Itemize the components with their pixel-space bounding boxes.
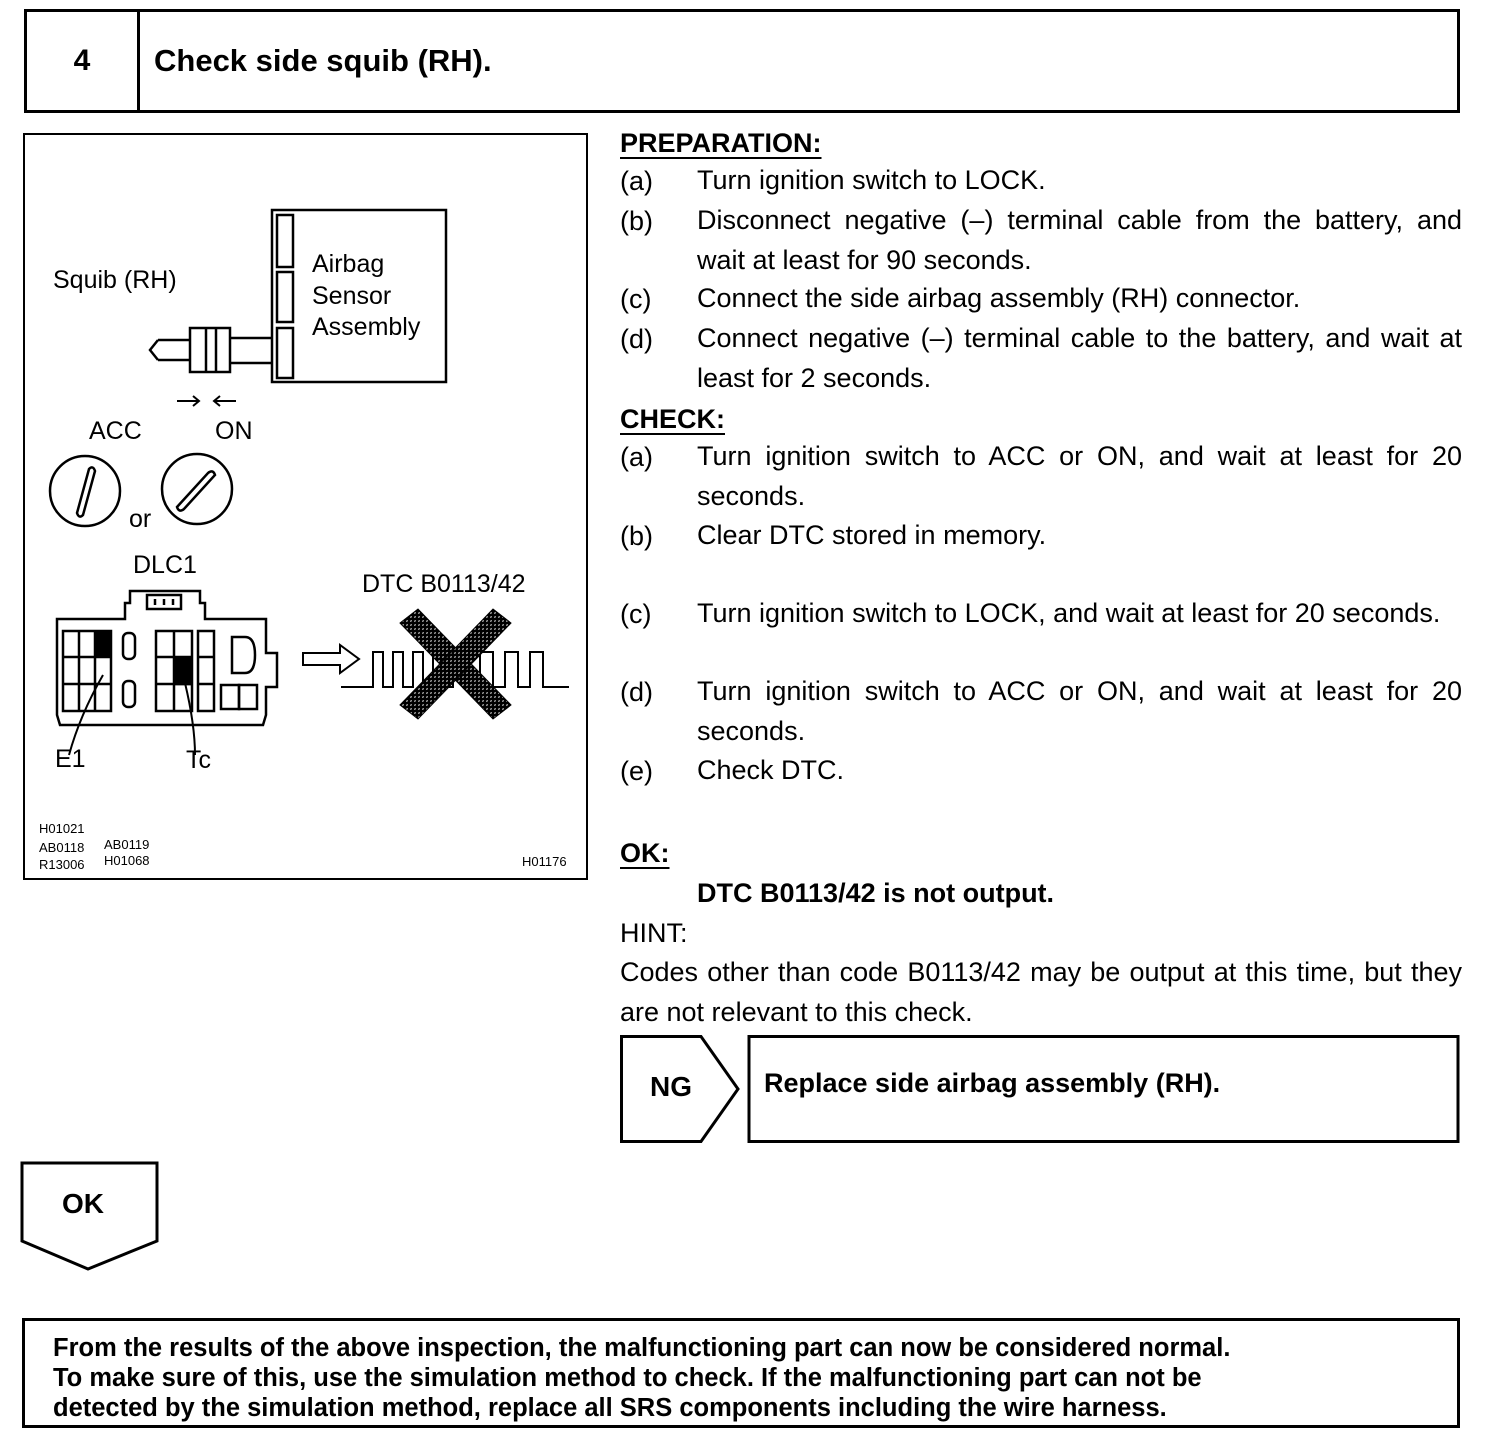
- sensor-label-line2: Sensor: [312, 282, 392, 310]
- step-text: Turn ignition switch to ACC or ON, and wait at least for 20 seconds.: [697, 441, 1462, 511]
- preparation-heading: PREPARATION:: [620, 128, 822, 158]
- step-text: Turn ignition switch to LOCK.: [697, 165, 1046, 195]
- step-text: Disconnect negative (–) terminal cable from the battery, and wait at least for 90 seconds.: [697, 205, 1462, 275]
- step-letter: (c): [620, 284, 652, 314]
- step-text: Connect negative (–) terminal cable to the battery, and wait at least for 2 seconds.: [697, 323, 1462, 393]
- step-letter: (b): [620, 521, 653, 551]
- hint-heading: HINT:: [620, 918, 688, 948]
- step-text: Turn ignition switch to ACC or ON, and wait at least for 20 seconds.: [697, 676, 1462, 746]
- step-letter: (c): [620, 599, 652, 629]
- ok-result: DTC B0113/42 is not output.: [697, 878, 1055, 908]
- diagram-figure: [23, 133, 588, 880]
- output-arrow-icon: [303, 645, 359, 673]
- conclusion-line: detected by the simulation method, replace all SRS components including the wire harness.: [53, 1394, 1167, 1422]
- diagram-drawing: [25, 135, 586, 878]
- step-letter: (a): [620, 166, 653, 196]
- step-text: Check DTC.: [697, 755, 845, 785]
- figure-code: H01021: [39, 821, 85, 836]
- step-letter: (d): [620, 324, 653, 354]
- step-header: [24, 9, 1460, 113]
- step-letter: (e): [620, 756, 653, 786]
- ng-label: NG: [650, 1071, 692, 1102]
- step-letter: (a): [620, 442, 653, 472]
- tc-label: Tc: [186, 746, 211, 774]
- squib-label: Squib (RH): [53, 266, 177, 294]
- ok-heading: OK:: [620, 838, 670, 868]
- step-title: Check side squib (RH).: [154, 43, 492, 78]
- check-heading: CHECK:: [620, 404, 725, 434]
- on-label: ON: [215, 417, 253, 445]
- figure-code: H01176: [522, 854, 567, 869]
- dtc-label: DTC B0113/42: [362, 570, 526, 598]
- ok-flow-label: OK: [62, 1188, 104, 1219]
- hint-text: Codes other than code B0113/42 may be output at this time, but they are not relevant to this check.: [620, 957, 1462, 1027]
- ignition-key-acc-icon: [50, 456, 120, 526]
- e1-label: E1: [55, 745, 86, 773]
- conclusion-box: [22, 1318, 1460, 1428]
- figure-code: AB0119: [104, 837, 150, 852]
- acc-label: ACC: [89, 417, 142, 445]
- squib-connector: [150, 328, 272, 372]
- connect-arrows-icon: [177, 396, 236, 406]
- conclusion-line: To make sure of this, use the simulation method to check. If the malfunctioning part can not be: [53, 1364, 1202, 1392]
- figure-code: AB0118: [39, 840, 85, 855]
- step-text: Clear DTC stored in memory.: [697, 520, 1047, 550]
- step-number: 4: [27, 12, 140, 110]
- dlc1-connector: [57, 591, 277, 755]
- dlc1-label: DLC1: [133, 551, 197, 579]
- not-output-x-icon: [400, 609, 511, 719]
- figure-code: R13006: [39, 857, 85, 872]
- step-letter: (b): [620, 206, 653, 236]
- or-label: or: [129, 505, 152, 533]
- step-letter: (d): [620, 677, 653, 707]
- step-text: Turn ignition switch to LOCK, and wait at least for 20 seconds.: [697, 598, 1441, 628]
- ng-action-text: Replace side airbag assembly (RH).: [764, 1068, 1221, 1098]
- ignition-key-on-icon: [162, 454, 232, 524]
- step-text: Connect the side airbag assembly (RH) connector.: [697, 283, 1301, 313]
- sensor-label-line3: Assembly: [312, 313, 421, 341]
- sensor-label-line1: Airbag: [312, 250, 385, 278]
- figure-code: H01068: [104, 853, 150, 868]
- conclusion-line: From the results of the above inspection, the malfunctioning part can now be considered normal.: [53, 1334, 1231, 1362]
